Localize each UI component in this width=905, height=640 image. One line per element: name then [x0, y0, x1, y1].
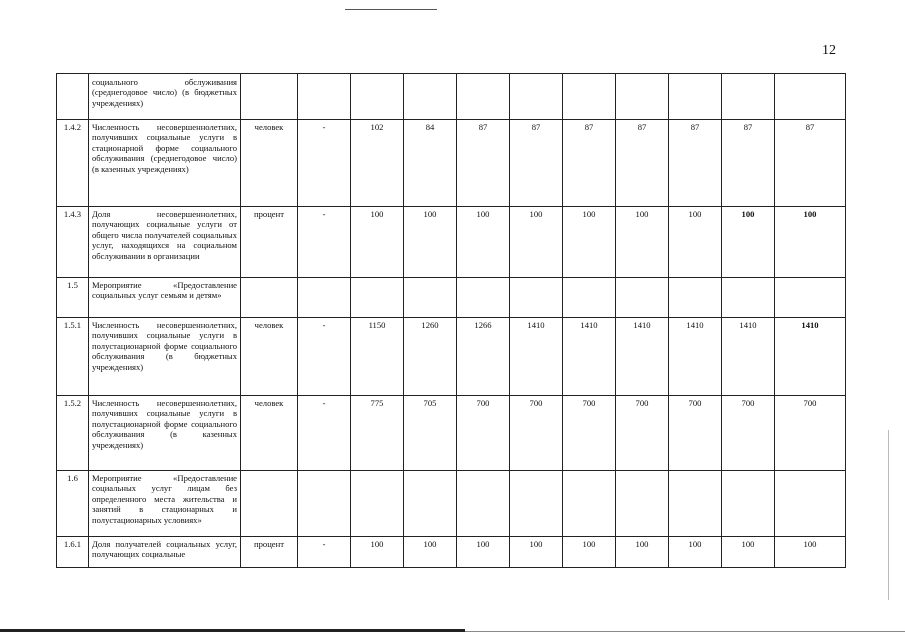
page-number: 12: [822, 43, 836, 58]
value-cell: [510, 278, 563, 318]
value-cell: 1410: [510, 318, 563, 396]
indicator-description-cell: Численность несовершеннолетних, получивших социальные услуги в полустационарной форме социального обслуживания (в бюджетных учреждениях): [89, 318, 241, 396]
value-cell: 1266: [457, 318, 510, 396]
value-cell: [457, 471, 510, 537]
table-row: [57, 318, 846, 396]
value-cell: 100: [775, 207, 846, 278]
base-value-cell: -: [298, 537, 351, 568]
value-cell: [563, 74, 616, 120]
unit-cell: [241, 74, 298, 120]
base-value-cell: -: [298, 318, 351, 396]
value-cell: 1410: [616, 318, 669, 396]
value-cell: 87: [722, 120, 775, 207]
value-cell: [616, 471, 669, 537]
value-cell: 700: [510, 396, 563, 471]
value-cell: 87: [510, 120, 563, 207]
value-cell: 1410: [669, 318, 722, 396]
value-cell: 1260: [404, 318, 457, 396]
value-cell: 1150: [351, 318, 404, 396]
base-value-cell: -: [298, 207, 351, 278]
value-cell: 100: [775, 537, 846, 568]
row-number-cell: 1.6.1: [57, 537, 89, 568]
indicator-description-cell: Доля несовершеннолетних, получающих социальные услуги от общего числа получателей социальных услуг, находящихся на социальном обслуживании в организации: [89, 207, 241, 278]
value-cell: 100: [669, 207, 722, 278]
row-number-cell: 1.6: [57, 471, 89, 537]
unit-cell: человек: [241, 120, 298, 207]
unit-cell: процент: [241, 207, 298, 278]
unit-cell: процент: [241, 537, 298, 568]
base-value-cell: -: [298, 396, 351, 471]
row-number-cell: 1.5: [57, 278, 89, 318]
value-cell: 87: [775, 120, 846, 207]
value-cell: [722, 471, 775, 537]
value-cell: 700: [563, 396, 616, 471]
value-cell: [563, 471, 616, 537]
table-row: [57, 537, 846, 568]
scan-edge-mark: [888, 430, 889, 600]
value-cell: [404, 74, 457, 120]
value-cell: 87: [563, 120, 616, 207]
value-cell: [351, 471, 404, 537]
row-number-cell: 1.4.3: [57, 207, 89, 278]
value-cell: [669, 74, 722, 120]
top-decorative-rule: [345, 9, 437, 10]
unit-cell: человек: [241, 318, 298, 396]
value-cell: [669, 471, 722, 537]
value-cell: [616, 74, 669, 120]
value-cell: [775, 471, 846, 537]
value-cell: [404, 471, 457, 537]
table-row: [57, 278, 846, 318]
value-cell: 87: [616, 120, 669, 207]
indicator-description-cell: Мероприятие «Предоставление социальных услуг семьям и детям»: [89, 278, 241, 318]
value-cell: 100: [510, 207, 563, 278]
value-cell: 700: [722, 396, 775, 471]
base-value-cell: [298, 74, 351, 120]
base-value-cell: -: [298, 120, 351, 207]
table-row: [57, 207, 846, 278]
value-cell: 1410: [775, 318, 846, 396]
value-cell: [616, 278, 669, 318]
unit-cell: человек: [241, 396, 298, 471]
indicator-description-cell: Мероприятие «Предоставление социальных услуг лицам без определенного места жительства и занятий в стационарных и полустационарных условиях»: [89, 471, 241, 537]
value-cell: 100: [722, 207, 775, 278]
indicator-description-cell: социального обслуживания (среднегодовое число) (в бюджетных учреждениях): [89, 74, 241, 120]
value-cell: [510, 74, 563, 120]
value-cell: [351, 278, 404, 318]
unit-cell: [241, 471, 298, 537]
bottom-scan-edge-thin: [465, 631, 905, 632]
value-cell: 700: [457, 396, 510, 471]
value-cell: [669, 278, 722, 318]
table-row: [57, 396, 846, 471]
base-value-cell: [298, 278, 351, 318]
value-cell: 100: [563, 207, 616, 278]
value-cell: 100: [669, 537, 722, 568]
table-row: [57, 74, 846, 120]
value-cell: 102: [351, 120, 404, 207]
value-cell: 87: [669, 120, 722, 207]
value-cell: [457, 278, 510, 318]
value-cell: 100: [404, 207, 457, 278]
unit-cell: [241, 278, 298, 318]
value-cell: 84: [404, 120, 457, 207]
value-cell: 100: [457, 207, 510, 278]
value-cell: 87: [457, 120, 510, 207]
value-cell: 100: [457, 537, 510, 568]
value-cell: [722, 74, 775, 120]
value-cell: 100: [351, 537, 404, 568]
value-cell: 1410: [563, 318, 616, 396]
value-cell: 700: [669, 396, 722, 471]
row-number-cell: 1.4.2: [57, 120, 89, 207]
indicator-description-cell: Доля получателей социальных услуг, получающих социальные: [89, 537, 241, 568]
table-row: [57, 120, 846, 207]
bottom-scan-edge: [0, 629, 465, 632]
value-cell: 100: [722, 537, 775, 568]
value-cell: 700: [775, 396, 846, 471]
value-cell: 100: [404, 537, 457, 568]
value-cell: [722, 278, 775, 318]
value-cell: [351, 74, 404, 120]
value-cell: [775, 278, 846, 318]
value-cell: 1410: [722, 318, 775, 396]
row-number-cell: 1.5.2: [57, 396, 89, 471]
value-cell: 775: [351, 396, 404, 471]
value-cell: 700: [616, 396, 669, 471]
indicators-table: [56, 73, 846, 568]
value-cell: 100: [616, 207, 669, 278]
value-cell: 705: [404, 396, 457, 471]
base-value-cell: [298, 471, 351, 537]
row-number-cell: 1.5.1: [57, 318, 89, 396]
value-cell: 100: [510, 537, 563, 568]
indicator-description-cell: Численность несовершеннолетних, получивших социальные услуги в полустационарной форме социального обслуживания (в казенных учреждениях): [89, 396, 241, 471]
indicator-description-cell: Численность несовершеннолетних, получивших социальные услуги в стационарной форме социального обслуживания (среднегодовое число) (в казенных учреждениях): [89, 120, 241, 207]
row-number-cell: [57, 74, 89, 120]
value-cell: 100: [563, 537, 616, 568]
value-cell: [457, 74, 510, 120]
value-cell: [775, 74, 846, 120]
value-cell: [563, 278, 616, 318]
value-cell: 100: [351, 207, 404, 278]
table-row: [57, 471, 846, 537]
value-cell: [404, 278, 457, 318]
value-cell: 100: [616, 537, 669, 568]
value-cell: [510, 471, 563, 537]
